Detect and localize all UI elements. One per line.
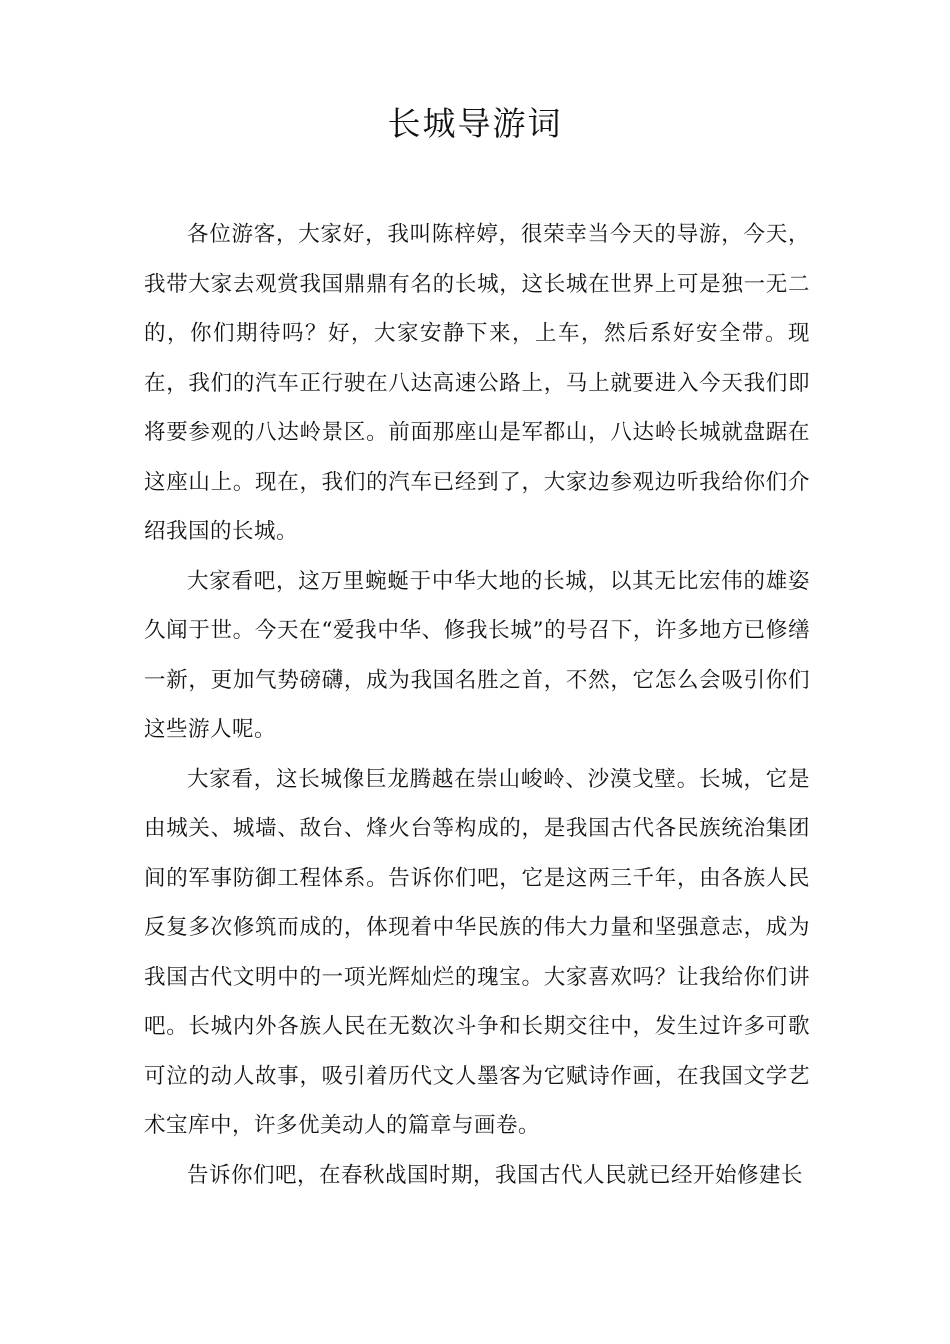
- paragraph-2: 大家看吧，这万里蜿蜒于中华大地的长城，以其无比宏伟的雄姿久闻于世。今天在“爱我中华、修我长城”的号召下，许多地方已修缮一新，更加气势磅礴，成为我国名胜之首，不然，它怎么会吸引你们这些游人呢。: [144, 568, 810, 742]
- paragraph-3: 大家看，这长城像巨龙腾越在崇山峻岭、沙漠戈壁。长城，它是由城关、城墙、敌台、烽火台等构成的，是我国古代各民族统治集团间的军事防御工程体系。告诉你们吧，它是这两三千年，由各族人民反复多次修筑而成的，体现着中华民族的伟大力量和坚强意志，成为我国古代文明中的一项光辉灿烂的瑰宝。大家喜欢吗？让我给你们讲吧。长城内外各族人民在无数次斗争和长期交往中，发生过许多可歌可泣的动人故事，吸引着历代文人墨客为它赋诗作画，在我国文学艺术宝库中，许多优美动人的篇章与画卷。: [144, 766, 810, 1138]
- paragraph-1: 各位游客，大家好，我叫陈梓婷，很荣幸当今天的导游，今天，我带大家去观赏我国鼎鼎有名的长城，这长城在世界上可是独一无二的，你们期待吗？好，大家安静下来，上车，然后系好安全带。现在，我们的汽车正行驶在八达高速公路上，马上就要进入今天我们即将要参观的八达岭景区。前面那座山是军都山，八达岭长城就盘踞在这座山上。现在，我们的汽车已经到了，大家边参观边听我给你们介绍我国的长城。: [144, 222, 810, 544]
- paragraph-4: 告诉你们吧，在春秋战国时期，我国古代人民就已经开始修建长: [187, 1162, 804, 1188]
- document-title: 长城导游词: [387, 104, 563, 143]
- document-body: [144, 210, 810, 1200]
